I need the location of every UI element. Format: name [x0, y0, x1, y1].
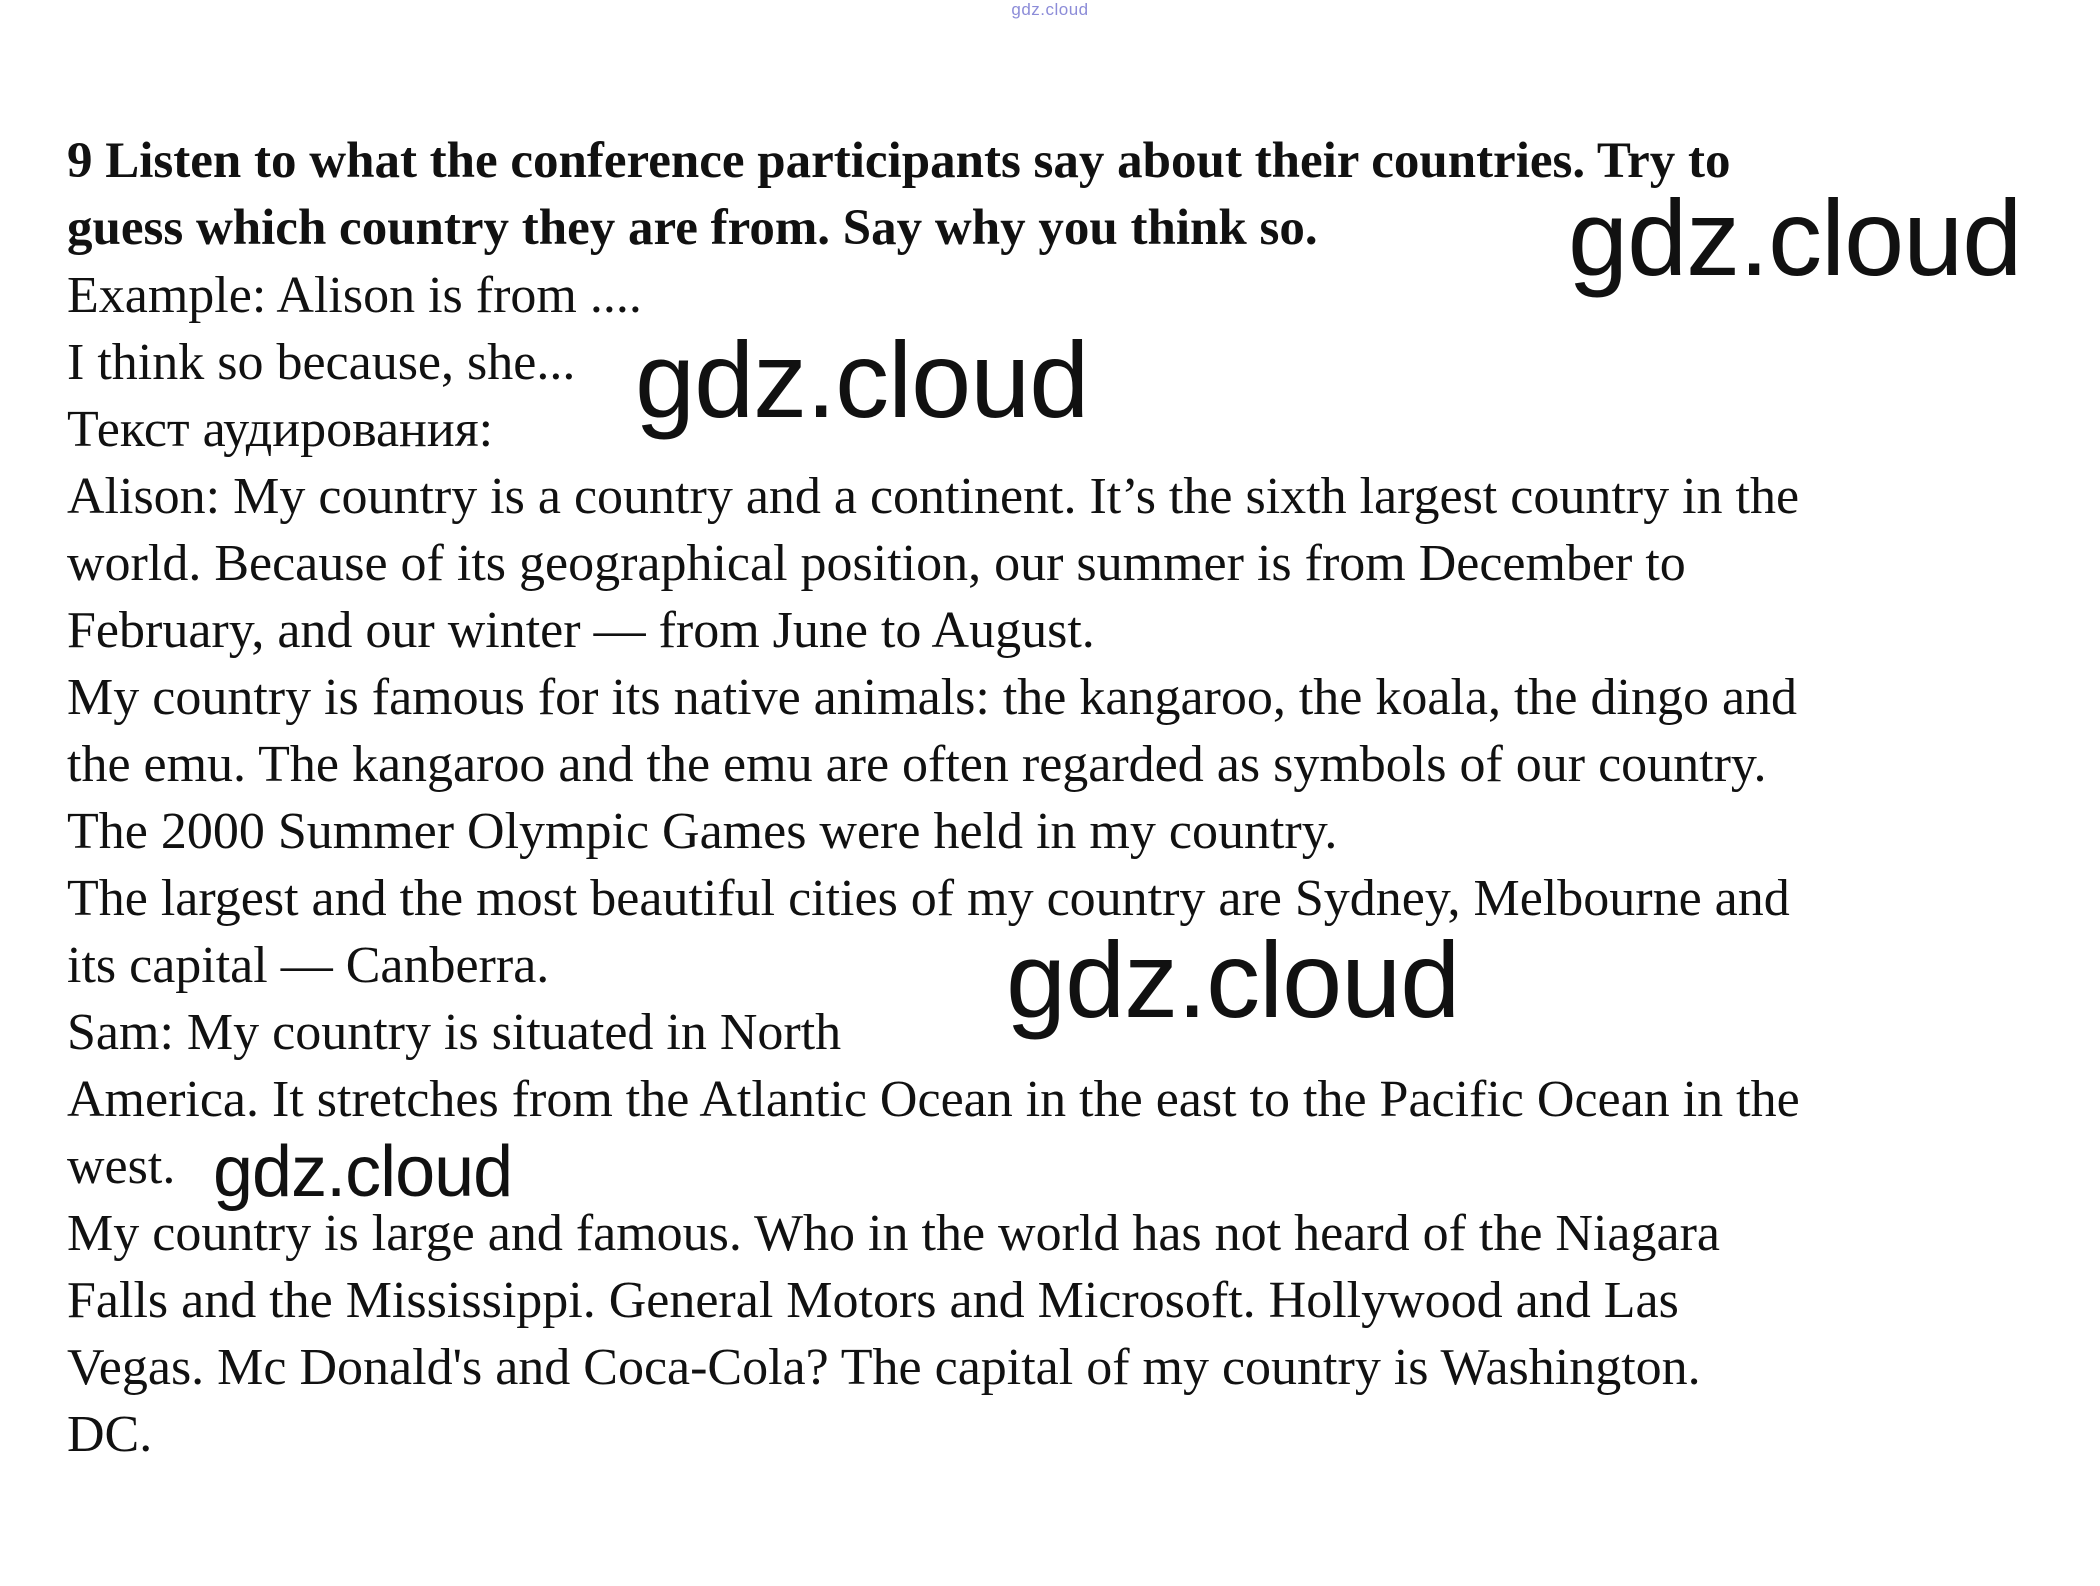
task-instruction-line-2: guess which country they are from. Say why you think so.: [67, 200, 1318, 256]
transcript-line: Alison: My country is a country and a continent. It’s the sixth largest country in the: [67, 468, 1800, 525]
transcript-line: Falls and the Mississippi. General Motors and Microsoft. Hollywood and Las: [67, 1272, 1679, 1329]
watermark: gdz.cloud: [213, 1132, 513, 1212]
example-line-1: Example: Alison is from ....: [67, 267, 642, 324]
transcript-line: west.: [67, 1138, 176, 1195]
transcript-line: world. Because of its geographical position, our summer is from December to: [67, 535, 1686, 592]
transcript-line: Sam: My country is situated in North: [67, 1004, 842, 1061]
transcript-heading: Текст аудирования:: [67, 401, 494, 458]
site-mark: gdz.cloud: [1011, 0, 1089, 19]
watermark: gdz.cloud: [1568, 177, 2022, 298]
transcript-line: The largest and the most beautiful cities of my country are Sydney, Melbourne and: [67, 870, 1790, 927]
transcript-line: America. It stretches from the Atlantic Ocean in the east to the Pacific Ocean in the: [67, 1071, 1800, 1128]
watermark: gdz.cloud: [635, 319, 1089, 440]
example-line-2: I think so because, she...: [67, 334, 576, 391]
task-instruction-line-1: 9 Listen to what the conference participants say about their countries. Try to: [67, 133, 1731, 189]
transcript-line: DC.: [67, 1406, 153, 1463]
transcript-line: The 2000 Summer Olympic Games were held in my country.: [67, 803, 1338, 860]
watermark: gdz.cloud: [1006, 919, 1460, 1040]
transcript-line: its capital — Canberra.: [67, 937, 550, 994]
transcript-line: the emu. The kangaroo and the emu are often regarded as symbols of our country.: [67, 736, 1767, 793]
transcript-line: Vegas. Mc Donald's and Coca-Cola? The capital of my country is Washington.: [67, 1339, 1701, 1396]
transcript-line: My country is famous for its native animals: the kangaroo, the koala, the dingo and: [67, 669, 1798, 726]
transcript-line: February, and our winter — from June to August.: [67, 602, 1095, 659]
transcript-line: My country is large and famous. Who in the world has not heard of the Niagara: [67, 1205, 1720, 1262]
